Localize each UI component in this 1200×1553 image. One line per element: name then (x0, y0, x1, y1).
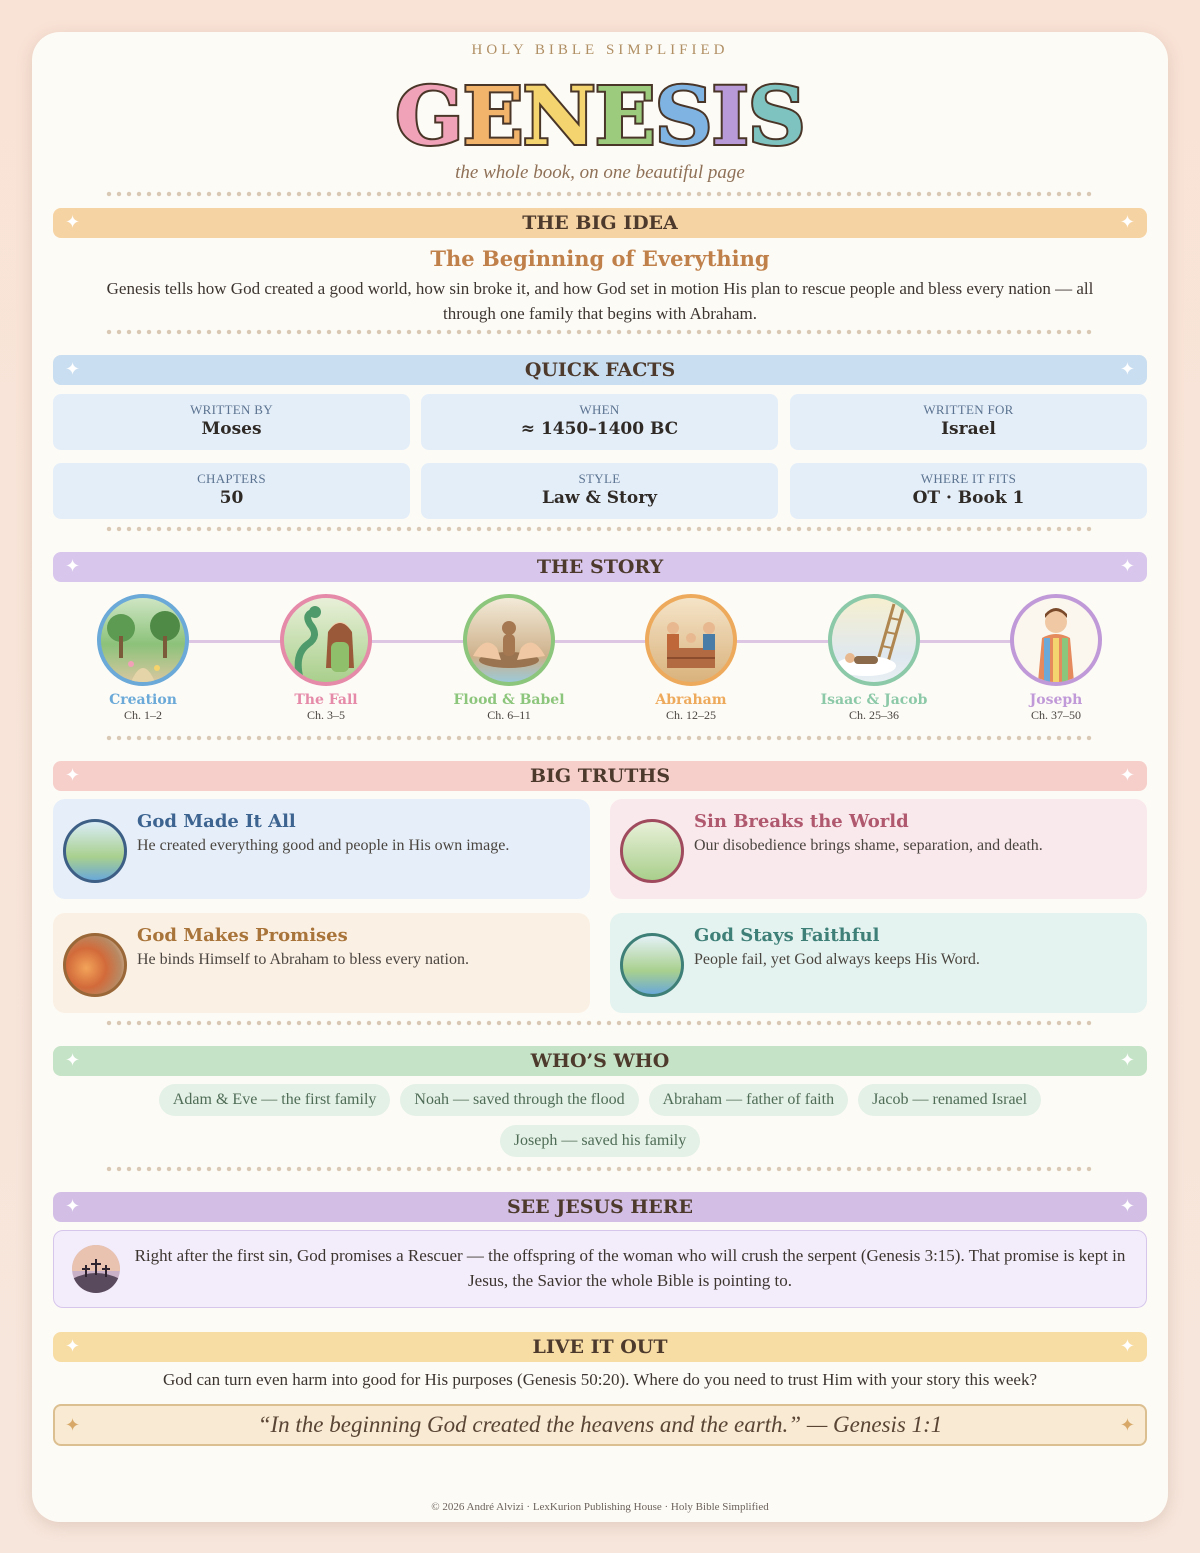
timeline-item-abraham (611, 594, 771, 723)
section-bar-jesus (53, 1192, 1147, 1222)
section-heading: SEE JESUS HERE (506, 1196, 694, 1218)
timeline-name: Isaac & Jacob (820, 692, 928, 708)
timeline-item-joseph (976, 594, 1136, 723)
fact-value: ≈ 1450–1400 BC (520, 419, 679, 439)
ladder-icon (828, 594, 920, 686)
timeline-chapters: Ch. 12–25 (665, 708, 716, 722)
key-verse-box (53, 1404, 1147, 1446)
hands-icon (463, 594, 555, 686)
fact-written-for (790, 394, 1147, 450)
title-letter: N (522, 69, 595, 163)
title-letter: S (747, 69, 805, 163)
truth-card-god-stays-faithful (610, 913, 1147, 1013)
sparkle-icon: ✦ (65, 359, 81, 380)
page-card (32, 32, 1168, 1522)
sparkle-icon: ✦ (1119, 212, 1135, 233)
section-heading: THE BIG IDEA (522, 212, 678, 234)
truth-card-god-makes-promises (53, 913, 590, 1013)
fact-where-it-fits (790, 463, 1147, 519)
timeline-item-flood-babel (429, 594, 589, 723)
truth-title: God Makes Promises (137, 925, 348, 946)
sparkle-icon: ✦ (65, 1050, 81, 1071)
timeline-name: Flood & Babel (453, 692, 565, 708)
truth-text: Our disobedience brings shame, separation, and death. (694, 837, 1043, 854)
three-crosses-icon (72, 1245, 120, 1293)
timeline-name: Abraham (655, 692, 727, 708)
footer-copyright: © 2026 André Alvizi · LexKurion Publishing House · Holy Bible Simplified (431, 1501, 769, 1513)
dotted-divider (104, 1166, 1096, 1172)
section-bar-live-it-out (53, 1332, 1147, 1362)
person-pill: Joseph — saved his family (500, 1125, 700, 1157)
fact-label: WHEN (579, 402, 620, 417)
adam-eve-icon (620, 819, 684, 883)
section-heading: WHO’S WHO (530, 1050, 670, 1072)
timeline-chapters: Ch. 6–11 (487, 708, 531, 722)
fact-value: Law & Story (541, 488, 658, 508)
sparkle-icon: ✦ (65, 1196, 81, 1217)
person-pill: Jacob — renamed Israel (858, 1084, 1041, 1116)
altar-icon (645, 594, 737, 686)
sparkle-icon: ✦ (65, 765, 81, 786)
dotted-divider (104, 1020, 1096, 1026)
fact-written-by (53, 394, 410, 450)
fact-label: STYLE (578, 471, 621, 486)
dotted-divider (104, 735, 1096, 741)
section-bar-story (53, 552, 1147, 582)
fact-value: 50 (219, 488, 244, 508)
fire-altar-icon (63, 933, 127, 997)
sparkle-icon: ✦ (1119, 1196, 1135, 1217)
fact-value: OT · Book 1 (912, 488, 1025, 508)
timeline-chapters: Ch. 25–36 (848, 708, 899, 722)
truth-card-sin-breaks-the-world (610, 799, 1147, 899)
big-idea-text: Genesis tells how God created a good world, how sin broke it, and how God set in motion His plan to rescue people and bless every nation — all through one family that begins with Abraham. (106, 279, 1094, 323)
fact-value: Israel (941, 419, 996, 439)
sparkle-icon: ✦ (1119, 359, 1135, 380)
truth-text: People fail, yet God always keeps His Word. (694, 951, 980, 968)
section-heading: BIG TRUTHS (529, 765, 671, 787)
sparkle-icon: ✦ (65, 1415, 81, 1435)
truth-title: God Stays Faithful (694, 925, 880, 946)
title-letter: S (654, 69, 712, 163)
coat-icon (1010, 594, 1102, 686)
truth-title: Sin Breaks the World (694, 811, 909, 832)
sparkle-icon: ✦ (1119, 1050, 1135, 1071)
section-bar-whos-who (53, 1046, 1147, 1076)
fact-label: WRITTEN FOR (923, 402, 1014, 417)
section-heading: QUICK FACTS (524, 359, 676, 381)
jesus-text: Right after the first sin, God promises a Rescuer — the offspring of the woman who will crush the serpent (Genesis 3:15). That promise is kept in Jesus, the Savior the whole Bible is pointing to. (134, 1246, 1126, 1290)
key-verse: “In the beginning God created the heavens and the earth.” — Genesis 1:1 (257, 1412, 943, 1437)
fact-value: Moses (201, 419, 262, 439)
sparkle-icon: ✦ (1119, 1336, 1135, 1357)
truth-card-god-made-it-all (53, 799, 590, 899)
book-title (32, 70, 1168, 162)
timeline-chapters: Ch. 3–5 (306, 708, 345, 722)
title-letter: G (395, 69, 463, 163)
dotted-divider (104, 526, 1096, 532)
truth-text: He created everything good and people in His own image. (137, 837, 510, 854)
book-subtitle: the whole book, on one beautiful page (455, 162, 745, 183)
jesus-box (53, 1230, 1147, 1308)
live-it-out-text: God can turn even harm into good for His purposes (Genesis 50:20). Where do you need to trust Him with your story this week? (162, 1370, 1038, 1389)
sparkle-icon: ✦ (65, 556, 81, 577)
sparkle-icon: ✦ (1119, 765, 1135, 786)
series-eyebrow: HOLY BIBLE SIMPLIFIED (471, 42, 729, 58)
person-pill: Abraham — father of faith (649, 1084, 848, 1116)
fact-chapters (53, 463, 410, 519)
title-letter: E (462, 69, 523, 163)
big-idea-title: The Beginning of Everything (430, 246, 770, 271)
fact-label: CHAPTERS (197, 471, 266, 486)
people-pills-row (32, 1125, 1168, 1157)
timeline-chapters: Ch. 37–50 (1030, 708, 1081, 722)
river-icon (63, 819, 127, 883)
serpent-icon (280, 594, 372, 686)
sparkle-icon: ✦ (1119, 1415, 1135, 1435)
dove-river-icon (620, 933, 684, 997)
section-bar-big-idea (53, 208, 1147, 238)
fact-label: WHERE IT FITS (920, 471, 1017, 486)
truth-title: God Made It All (137, 811, 296, 832)
person-pill: Noah — saved through the flood (400, 1084, 638, 1116)
section-heading: LIVE IT OUT (532, 1336, 668, 1358)
fact-label: WRITTEN BY (190, 402, 273, 417)
sparkle-icon: ✦ (65, 212, 81, 233)
section-heading: THE STORY (536, 556, 664, 578)
dotted-divider (104, 191, 1096, 197)
timeline-item-the-fall (246, 594, 406, 723)
sparkle-icon: ✦ (1119, 556, 1135, 577)
fact-when (421, 394, 778, 450)
person-pill: Adam & Eve — the first family (159, 1084, 391, 1116)
timeline-item-creation (63, 594, 223, 723)
section-bar-big-truths (53, 761, 1147, 791)
timeline-name: Creation (109, 692, 177, 708)
sparkle-icon: ✦ (65, 1336, 81, 1357)
people-pills-row (32, 1084, 1168, 1116)
timeline-item-isaac-jacob (794, 594, 954, 723)
timeline-chapters: Ch. 1–2 (123, 708, 162, 722)
title-letter: E (594, 69, 655, 163)
dotted-divider (104, 329, 1096, 335)
garden-icon (97, 594, 189, 686)
timeline-name: The Fall (294, 692, 358, 708)
title-letter: I (711, 69, 748, 163)
fact-style (421, 463, 778, 519)
truth-text: He binds Himself to Abraham to bless every nation. (137, 951, 469, 968)
section-bar-quick-facts (53, 355, 1147, 385)
timeline-name: Joseph (1029, 692, 1083, 708)
